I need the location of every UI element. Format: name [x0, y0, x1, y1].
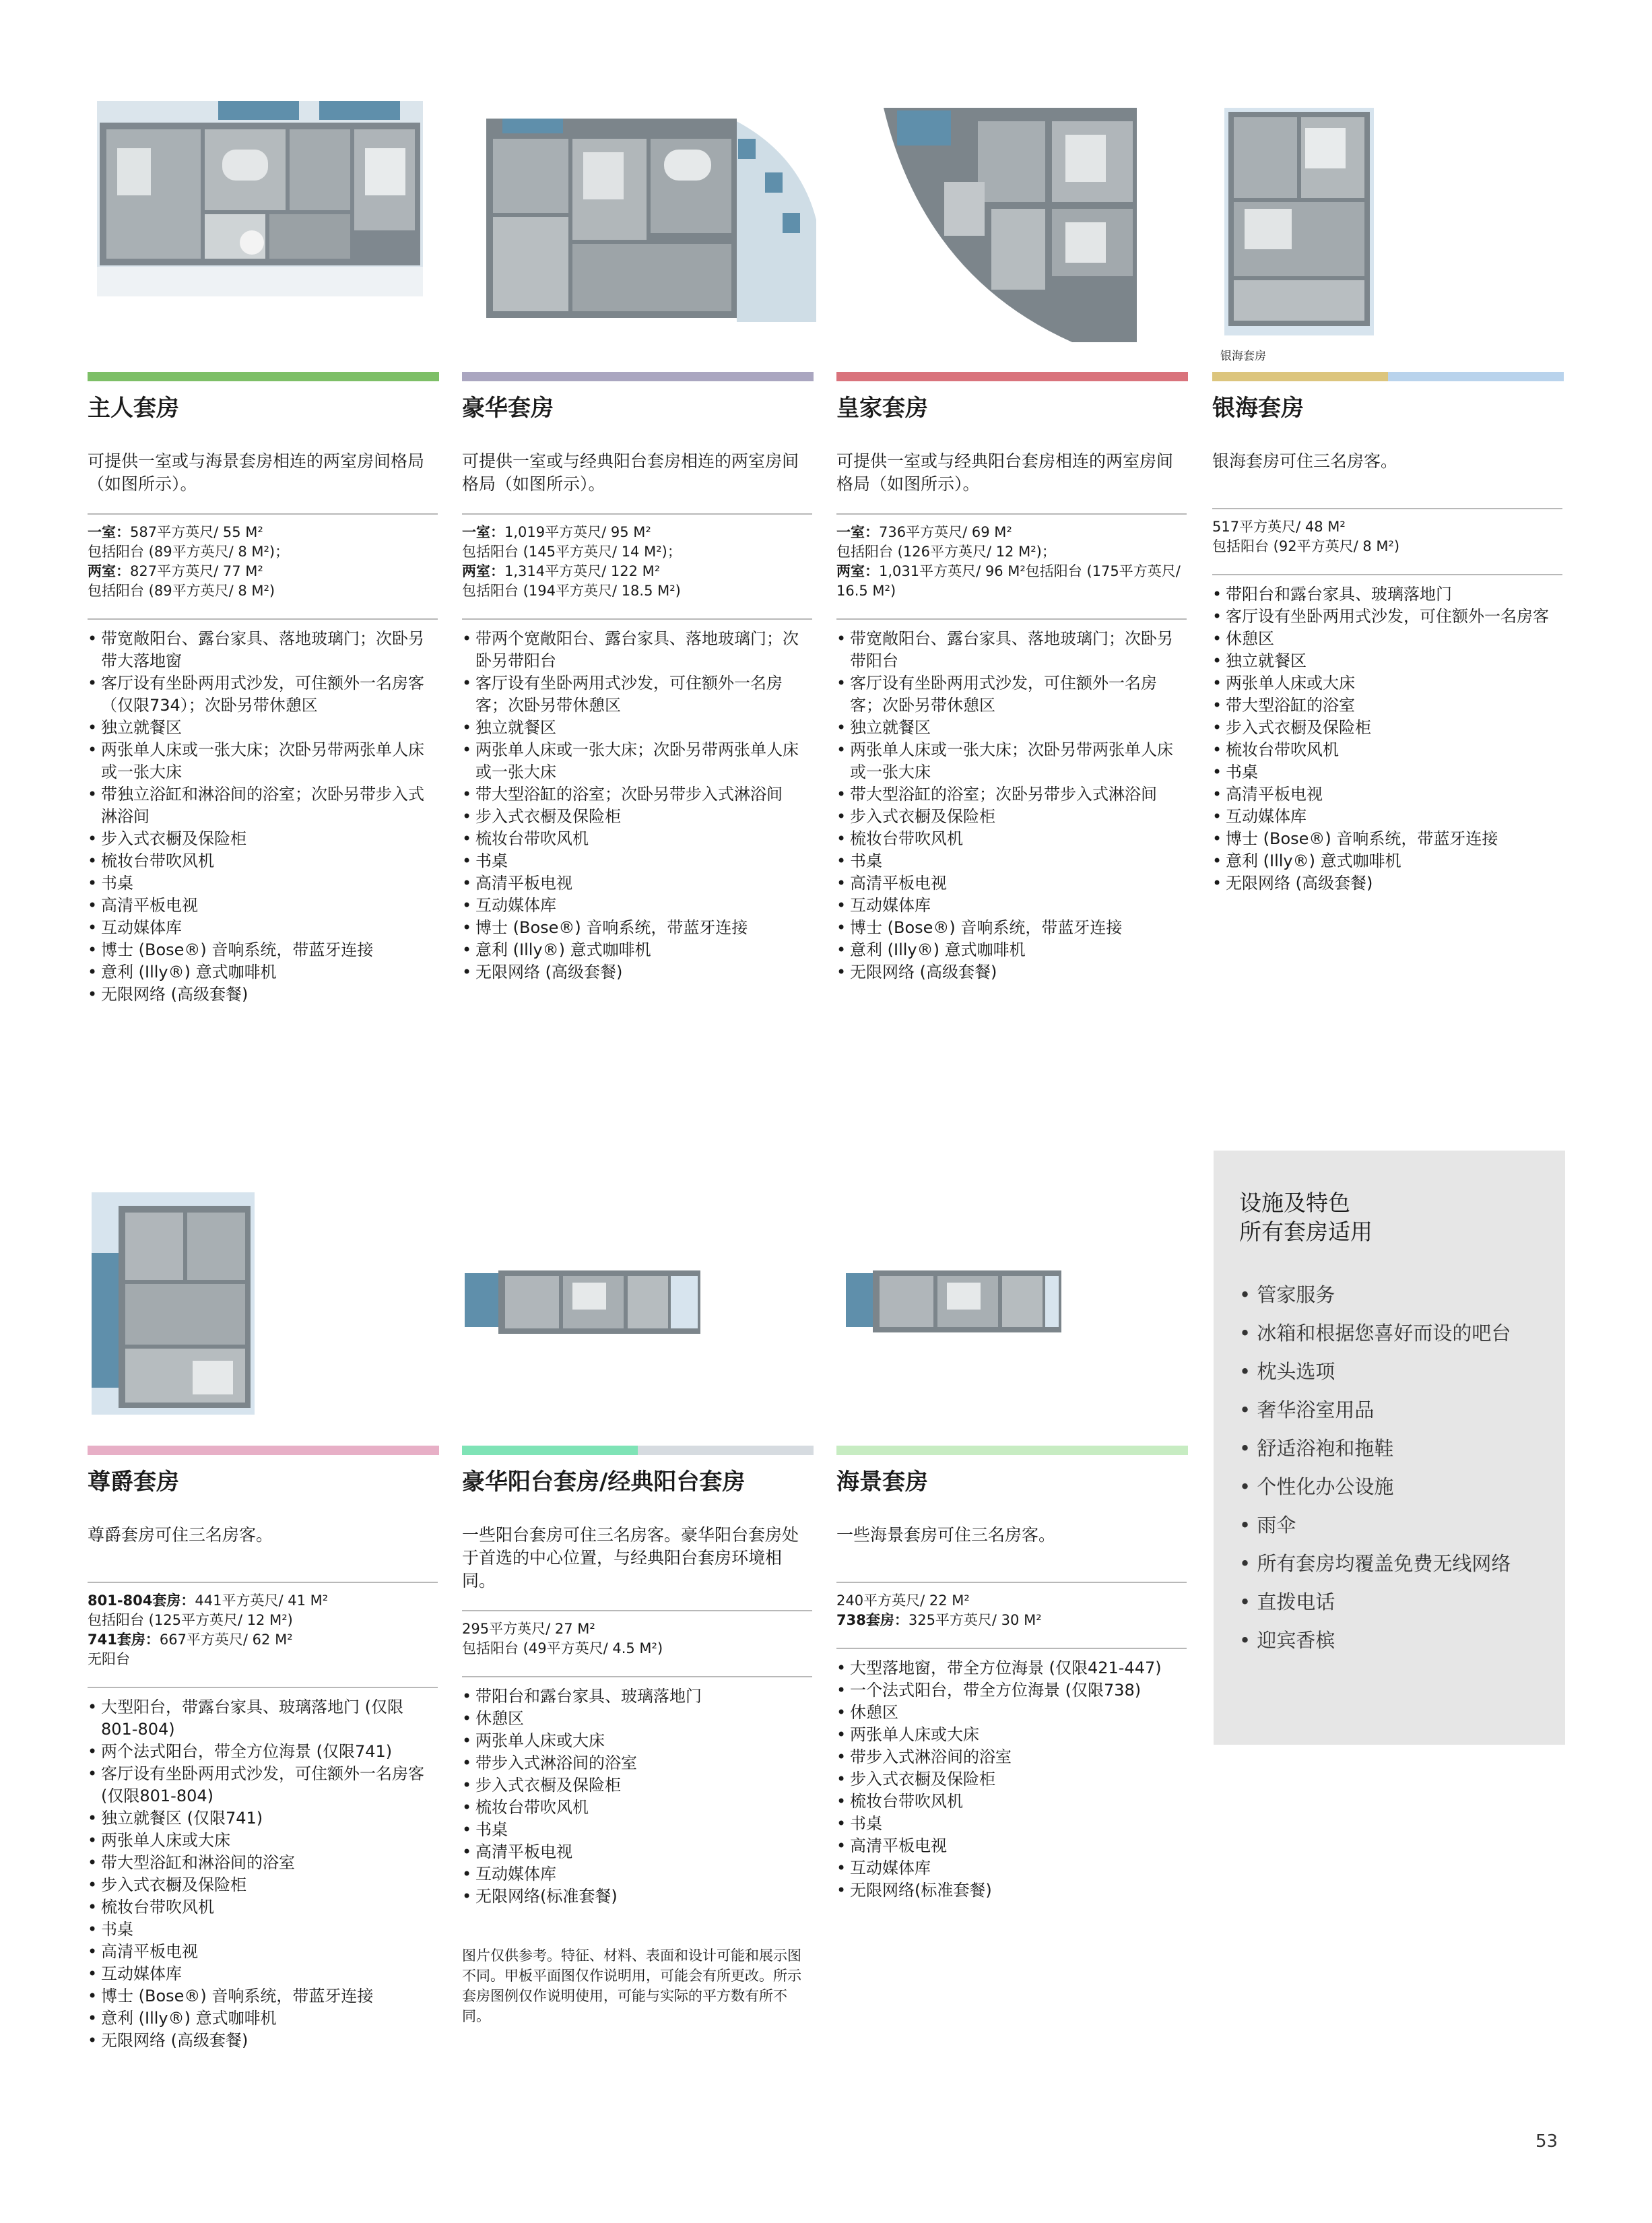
spec-line — [836, 562, 1187, 601]
spec-label: 两室： — [462, 563, 504, 579]
spec-value: 295平方英尺/ 27 M² — [462, 1621, 595, 1637]
owner-suite-rule — [88, 372, 439, 381]
feature-item: • 两张单人床或大床 — [88, 1830, 438, 1852]
spec-line — [88, 581, 438, 601]
spec-value: 包括阳台 (126平方英尺/ 12 M²)； — [836, 544, 1056, 560]
royal-suite-section — [836, 393, 1187, 984]
feature-item: • 梳妆台带吹风机 — [462, 828, 812, 850]
spec-value: 包括阳台 (49平方英尺/ 4.5 M²) — [462, 1640, 663, 1656]
spec-value: 517平方英尺/ 48 M² — [1212, 519, 1346, 535]
feature-item: • 梳妆台带吹风机 — [836, 1791, 1187, 1813]
spec-line — [462, 1619, 812, 1639]
feature-item: • 无限网络 (高级套餐) — [88, 984, 438, 1006]
feature-list — [1212, 583, 1562, 895]
spec-line — [836, 523, 1187, 542]
veranda-suite-section — [462, 1467, 812, 2026]
divider — [88, 513, 438, 515]
suite-specs — [88, 1591, 438, 1669]
feature-item: • 无限网络 (高级套餐) — [1212, 872, 1562, 895]
disclaimer-note: 图片仅供参考。特征、材料、表面和设计可能和展示图不同。甲板平面图仅作说明用，可能会有所更改。所示套房图例仅作说明使用，可能与实际的平方数有所不同。 — [462, 1947, 801, 2024]
suite-intro: 可提供一室或与经典阳台套房相连的两室房间格局（如图所示）。 — [836, 451, 1174, 494]
feature-list — [462, 628, 812, 984]
suite-title: 主人套房 — [88, 395, 179, 422]
amenity-item: • 直拨电话 — [1239, 1583, 1540, 1621]
feature-item: • 带大型浴缸和淋浴间的浴室 — [88, 1852, 438, 1874]
amenities-box — [1214, 1151, 1565, 1745]
spec-value: 包括阳台 (92平方英尺/ 8 M²) — [1212, 538, 1400, 554]
feature-item: • 高清平板电视 — [836, 1835, 1187, 1857]
spec-value: 无阳台 — [88, 1651, 130, 1667]
feature-item: • 独立就餐区 (仅限741) — [88, 1807, 438, 1830]
feature-item: • 意利 (Illy®) 意式咖啡机 — [1212, 850, 1562, 872]
divider — [836, 618, 1187, 620]
feature-list — [88, 1696, 438, 2052]
feature-item: • 休憩区 — [1212, 628, 1562, 650]
spec-value: 包括阳台 (194平方英尺/ 18.5 M²) — [462, 583, 681, 599]
divider — [836, 1648, 1187, 1649]
vista-suite-rule — [836, 1446, 1188, 1455]
feature-item: • 客厅设有坐卧两用式沙发，可住额外一名房客（仅限734）；次卧另带休憩区 — [88, 672, 438, 717]
spec-line — [462, 562, 812, 581]
feature-item: • 客厅设有坐卧两用式沙发，可住额外一名房客 (仅限801-804) — [88, 1763, 438, 1807]
feature-item: • 步入式衣橱及保险柜 — [1212, 717, 1562, 739]
luxury-suite-section — [462, 393, 812, 984]
feature-item: • 博士 (Bose®) 音响系统，带蓝牙连接 — [836, 917, 1187, 939]
feature-item: • 梳妆台带吹风机 — [1212, 739, 1562, 761]
feature-item: • 带宽敞阳台、露台家具、落地玻璃门；次卧另带阳台 — [836, 628, 1187, 672]
owner-suite-section — [88, 393, 438, 1006]
spec-value: 1,314平方英尺/ 122 M² — [504, 563, 661, 579]
feature-item: • 互动媒体库 — [836, 895, 1187, 917]
spec-value: 1,019平方英尺/ 95 M² — [504, 524, 651, 540]
vista-suite-floorplan — [846, 1266, 1075, 1338]
feature-item: • 独立就餐区 — [88, 717, 438, 739]
suite-title: 尊爵套房 — [88, 1469, 179, 1495]
spec-line — [88, 1650, 438, 1669]
spec-value: 包括阳台 (89平方英尺/ 8 M²)； — [88, 544, 290, 560]
feature-item: • 两个法式阳台，带全方位海景 (仅限741) — [88, 1741, 438, 1763]
divider — [462, 1610, 812, 1611]
feature-item: • 一个法式阳台，带全方位海景 (仅限738) — [836, 1679, 1187, 1702]
silver-suite-rule — [1212, 372, 1564, 381]
amenity-item: • 所有套房均覆盖免费无线网络 — [1239, 1545, 1540, 1583]
feature-item: • 意利 (Illy®) 意式咖啡机 — [836, 939, 1187, 961]
feature-item: • 带大型浴缸的浴室；次卧另带步入式淋浴间 — [462, 783, 812, 806]
feature-item: • 独立就餐区 — [1212, 650, 1562, 672]
amenities-title — [1239, 1188, 1540, 1246]
divider — [836, 1582, 1187, 1583]
amenity-item: • 奢华浴室用品 — [1239, 1391, 1540, 1429]
spec-line — [88, 562, 438, 581]
spec-label: 一室： — [88, 524, 130, 540]
feature-item: • 高清平板电视 — [836, 872, 1187, 895]
feature-item: • 休憩区 — [836, 1702, 1187, 1724]
feature-item: • 无限网络(标准套餐) — [462, 1886, 812, 1908]
feature-item: • 梳妆台带吹风机 — [836, 828, 1187, 850]
spec-line — [836, 1591, 1187, 1611]
owner-suite-floorplan — [97, 101, 423, 296]
amenity-item: • 迎宾香槟 — [1239, 1621, 1540, 1660]
spec-label: 一室： — [462, 524, 504, 540]
feature-item: • 博士 (Bose®) 音响系统，带蓝牙连接 — [88, 1985, 438, 2007]
feature-item: • 大型阳台，带露台家具、玻璃落地门 (仅限801-804) — [88, 1696, 438, 1741]
spec-line — [462, 1639, 812, 1658]
feature-item: • 步入式衣橱及保险柜 — [462, 806, 812, 828]
feature-item: • 带宽敞阳台、露台家具、落地玻璃门；次卧另带大落地窗 — [88, 628, 438, 672]
signature-suite-section — [88, 1467, 438, 2052]
spec-line — [836, 1611, 1187, 1630]
amenities-title-line1: 设施及特色 — [1239, 1190, 1350, 1216]
spec-label: 741套房： — [88, 1632, 160, 1648]
feature-list — [88, 628, 438, 1006]
amenity-item: • 管家服务 — [1239, 1276, 1540, 1314]
divider — [88, 618, 438, 620]
spec-line — [88, 1611, 438, 1630]
amenity-item: • 舒适浴袍和拖鞋 — [1239, 1429, 1540, 1468]
feature-item: • 博士 (Bose®) 音响系统，带蓝牙连接 — [88, 939, 438, 961]
feature-item: • 书桌 — [1212, 761, 1562, 783]
veranda-suite-floorplan — [465, 1266, 708, 1341]
suite-specs — [836, 1591, 1187, 1630]
feature-item: • 带步入式淋浴间的浴室 — [462, 1752, 812, 1774]
suite-intro: 尊爵套房可住三名房客。 — [88, 1525, 273, 1545]
feature-item: • 梳妆台带吹风机 — [462, 1797, 812, 1819]
spec-value: 736平方英尺/ 69 M² — [879, 524, 1012, 540]
amenities-title-line2: 所有套房适用 — [1239, 1219, 1373, 1245]
suite-specs — [1212, 517, 1562, 556]
suite-title: 银海套房 — [1212, 395, 1304, 422]
spec-value: 325平方英尺/ 30 M² — [908, 1612, 1042, 1628]
feature-item: • 步入式衣橱及保险柜 — [836, 806, 1187, 828]
luxury-suite-rule — [462, 372, 814, 381]
feature-list — [836, 628, 1187, 984]
feature-list — [462, 1685, 812, 1908]
feature-item: • 带独立浴缸和淋浴间的浴室；次卧另带步入式淋浴间 — [88, 783, 438, 828]
spec-label: 两室： — [836, 563, 879, 579]
feature-item: • 无限网络 (高级套餐) — [836, 961, 1187, 984]
vista-suite-section — [836, 1467, 1187, 1902]
suite-title: 豪华套房 — [462, 395, 554, 422]
feature-item: • 步入式衣橱及保险柜 — [88, 828, 438, 850]
feature-item: • 意利 (Illy®) 意式咖啡机 — [88, 961, 438, 984]
feature-item: • 高清平板电视 — [88, 895, 438, 917]
suite-intro: 可提供一室或与海景套房相连的两室房间格局（如图所示）。 — [88, 451, 425, 494]
spec-label: 一室： — [836, 524, 879, 540]
feature-item: • 客厅设有坐卧两用式沙发，可住额外一名房客；次卧另带休憩区 — [462, 672, 812, 717]
spec-line — [88, 1591, 438, 1611]
divider — [1212, 574, 1562, 575]
feature-item: • 互动媒体库 — [88, 1963, 438, 1985]
feature-item: • 意利 (Illy®) 意式咖啡机 — [462, 939, 812, 961]
feature-item: • 无限网络 (高级套餐) — [88, 2030, 438, 2052]
divider — [462, 1676, 812, 1677]
suite-title: 皇家套房 — [836, 395, 928, 422]
amenity-item: • 冰箱和根据您喜好而设的吧台 — [1239, 1314, 1540, 1353]
signature-suite-floorplan — [92, 1192, 255, 1415]
luxury-suite-floorplan — [482, 112, 818, 322]
silver-suite-section — [1212, 393, 1562, 895]
spec-value: 包括阳台 (125平方英尺/ 12 M²) — [88, 1612, 293, 1628]
feature-item: • 大型落地窗，带全方位海景 (仅限421-447) — [836, 1657, 1187, 1679]
feature-item: • 带阳台和露台家具、玻璃落地门 — [1212, 583, 1562, 606]
spec-label: 两室： — [88, 563, 130, 579]
spec-line — [462, 523, 812, 542]
feature-item: • 高清平板电视 — [462, 1841, 812, 1863]
divider — [836, 513, 1187, 515]
amenity-item: • 雨伞 — [1239, 1506, 1540, 1545]
veranda-suite-rule — [462, 1446, 814, 1455]
royal-suite-rule — [836, 372, 1188, 381]
amenities-list — [1239, 1276, 1540, 1660]
divider — [1212, 508, 1562, 509]
feature-item: • 书桌 — [462, 1819, 812, 1841]
feature-item: • 无限网络 (高级套餐) — [462, 961, 812, 984]
spec-line — [462, 542, 812, 562]
feature-item: • 两张单人床或一张大床；次卧另带两张单人床或一张大床 — [462, 739, 812, 783]
feature-item: • 带阳台和露台家具、玻璃落地门 — [462, 1685, 812, 1708]
spec-value: 包括阳台 (89平方英尺/ 8 M²) — [88, 583, 275, 599]
feature-item: • 互动媒体库 — [1212, 806, 1562, 828]
spec-value: 240平方英尺/ 22 M² — [836, 1592, 970, 1609]
feature-item: • 书桌 — [836, 1813, 1187, 1835]
feature-item: • 带两个宽敞阳台、露台家具、落地玻璃门；次卧另带阳台 — [462, 628, 812, 672]
spec-line — [88, 523, 438, 542]
feature-item: • 两张单人床或一张大床；次卧另带两张单人床或一张大床 — [88, 739, 438, 783]
spec-line — [836, 542, 1187, 562]
signature-suite-rule — [88, 1446, 439, 1455]
suite-title: 豪华阳台套房/经典阳台套房 — [462, 1469, 746, 1495]
divider — [88, 1582, 438, 1583]
feature-item: • 高清平板电视 — [462, 872, 812, 895]
feature-item: • 博士 (Bose®) 音响系统，带蓝牙连接 — [462, 917, 812, 939]
spec-value: 827平方英尺/ 77 M² — [130, 563, 263, 579]
spec-line — [1212, 517, 1562, 537]
suite-specs — [836, 523, 1187, 601]
page-number: 53 — [1535, 2131, 1558, 2152]
feature-item: • 休憩区 — [462, 1708, 812, 1730]
feature-item: • 带大型浴缸的浴室；次卧另带步入式淋浴间 — [836, 783, 1187, 806]
suite-title: 海景套房 — [836, 1469, 928, 1495]
suite-intro: 一些阳台套房可住三名房客。豪华阳台套房处于首选的中心位置，与经典阳台套房环境相同。 — [462, 1525, 799, 1590]
feature-item: • 步入式衣橱及保险柜 — [462, 1774, 812, 1797]
feature-item: • 无限网络(标准套餐) — [836, 1879, 1187, 1902]
feature-list — [836, 1657, 1187, 1902]
spec-line — [462, 581, 812, 601]
feature-item: • 客厅设有坐卧两用式沙发，可住额外一名房客 — [1212, 606, 1562, 628]
spec-value: 包括阳台 (145平方英尺/ 14 M²)； — [462, 544, 682, 560]
spec-label: 801-804套房： — [88, 1592, 195, 1609]
suite-intro: 银海套房可住三名房客。 — [1212, 451, 1398, 471]
feature-item: • 互动媒体库 — [462, 895, 812, 917]
suite-specs — [462, 523, 812, 601]
amenity-item: • 个性化办公设施 — [1239, 1468, 1540, 1506]
royal-suite-floorplan — [884, 108, 1137, 344]
feature-item: • 两张单人床或大床 — [462, 1730, 812, 1752]
silver-suite-plan-caption: 银海套房 — [1220, 350, 1266, 363]
feature-item: • 步入式衣橱及保险柜 — [836, 1768, 1187, 1791]
feature-item: • 梳妆台带吹风机 — [88, 1896, 438, 1919]
feature-item: • 博士 (Bose®) 音响系统，带蓝牙连接 — [1212, 828, 1562, 850]
feature-item: • 两张单人床或大床 — [836, 1724, 1187, 1746]
feature-item: • 两张单人床或一张大床；次卧另带两张单人床或一张大床 — [836, 739, 1187, 783]
feature-item: • 互动媒体库 — [88, 917, 438, 939]
amenity-item: • 枕头选项 — [1239, 1353, 1540, 1391]
feature-item: • 独立就餐区 — [462, 717, 812, 739]
suite-intro: 一些海景套房可住三名房客。 — [836, 1525, 1056, 1545]
feature-item: • 互动媒体库 — [462, 1863, 812, 1886]
feature-item: • 带大型浴缸的浴室 — [1212, 695, 1562, 717]
spec-value: 1,031平方英尺/ 96 M²包括阳台 (175平方英尺/ 16.5 M²) — [836, 563, 1181, 599]
divider — [462, 513, 812, 515]
spec-value: 441平方英尺/ 41 M² — [195, 1592, 329, 1609]
suite-intro: 可提供一室或与经典阳台套房相连的两室房间格局（如图所示）。 — [462, 451, 799, 494]
spec-line — [88, 1630, 438, 1650]
spec-line — [1212, 537, 1562, 556]
feature-item: • 书桌 — [836, 850, 1187, 872]
feature-item: • 互动媒体库 — [836, 1857, 1187, 1879]
feature-item: • 高清平板电视 — [88, 1941, 438, 1963]
divider — [462, 618, 812, 620]
feature-item: • 高清平板电视 — [1212, 783, 1562, 806]
feature-item: • 两张单人床或大床 — [1212, 672, 1562, 695]
silver-suite-floorplan — [1224, 108, 1374, 335]
spec-value: 587平方英尺/ 55 M² — [130, 524, 263, 540]
feature-item: • 梳妆台带吹风机 — [88, 850, 438, 872]
feature-item: • 意利 (Illy®) 意式咖啡机 — [88, 2007, 438, 2030]
feature-item: • 书桌 — [88, 872, 438, 895]
spec-line — [88, 542, 438, 562]
feature-item: • 客厅设有坐卧两用式沙发，可住额外一名房客；次卧另带休憩区 — [836, 672, 1187, 717]
spec-label: 738套房： — [836, 1612, 908, 1628]
feature-item: • 带步入式淋浴间的浴室 — [836, 1746, 1187, 1768]
suite-specs — [88, 523, 438, 601]
feature-item: • 步入式衣橱及保险柜 — [88, 1874, 438, 1896]
feature-item: • 书桌 — [462, 850, 812, 872]
suite-specs — [462, 1619, 812, 1658]
spec-value: 667平方英尺/ 62 M² — [159, 1632, 293, 1648]
feature-item: • 独立就餐区 — [836, 717, 1187, 739]
divider — [88, 1687, 438, 1688]
feature-item: • 书桌 — [88, 1919, 438, 1941]
